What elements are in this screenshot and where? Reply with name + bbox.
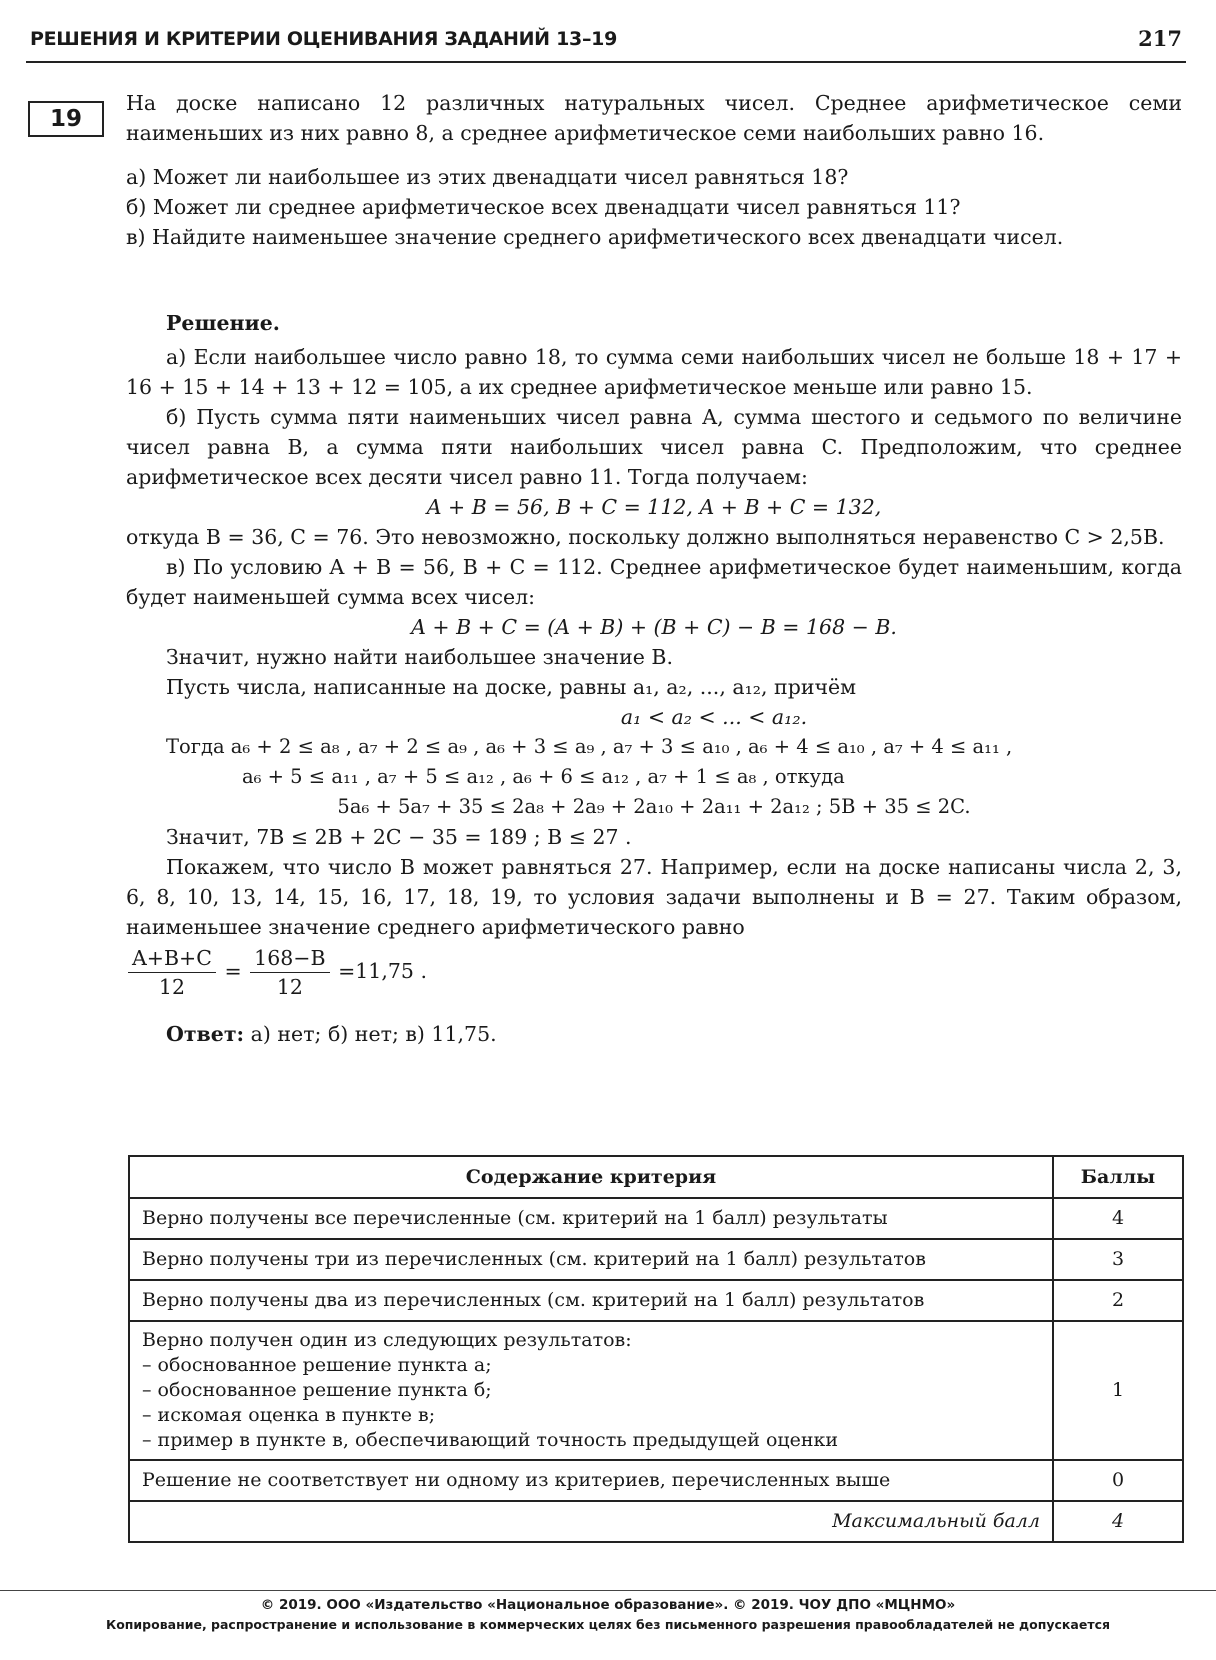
criteria-points: 1 [1053,1321,1183,1460]
criteria-row [129,1198,1183,1239]
criteria-text: Верно получены все перечисленные (см. критерий на 1 балл) результаты [129,1198,1053,1239]
criteria-row [129,1460,1183,1501]
solution-line-c1: Значит, нужно найти наибольшее значение B. [166,645,673,669]
footer-copyright: © 2019. ООО «Издательство «Национальное образование». © 2019. ЧОУ ДПО «МЦНМО» [260,1597,956,1613]
fraction-equals: = [224,959,242,983]
criteria-text: Решение не соответствует ни одному из критериев, перечисленных выше [129,1460,1053,1501]
inequalities-2: a₆ + 5 ≤ a₁₁ , a₇ + 5 ≤ a₁₂ , a₆ + 6 ≤ a₁₂ , a₇ + 1 ≤ a₈ , откуда [242,765,845,788]
solution-line-c3: Значит, 7B ≤ 2B + 2C − 35 = 189 ; B ≤ 27 . [166,825,632,849]
footer-rule [0,1590,1216,1591]
solution-block [126,308,1182,1049]
fraction-2-denominator: 12 [276,975,303,999]
max-score-value: 4 [1053,1501,1183,1542]
task-statement-block [126,88,1182,252]
criteria-text-multi [129,1321,1053,1460]
solution-part-c: в) По условию A + B = 56, B + C = 112. Среднее арифметическое будет наименьшим, когда будет наименьшей сумма всех чисел: [126,555,1182,609]
criteria-text: Верно получен один из следующих результатов: [142,1329,632,1351]
page-number: 217 [1138,26,1182,51]
answer-label: Ответ: [166,1022,245,1046]
criteria-points: 0 [1053,1460,1183,1501]
criteria-row [129,1280,1183,1321]
equation-order: a₁ < a₂ < ... < a₁₂. [620,705,808,729]
criteria-text: Верно получены три из перечисленных (см. критерий на 1 балл) результатов [129,1239,1053,1280]
criteria-col-points: Баллы [1053,1156,1183,1198]
answer-text: а) нет; б) нет; в) 11,75. [250,1022,497,1046]
question-b: б) Может ли среднее арифметическое всех двенадцати чисел равняться 11? [126,195,961,219]
criteria-list-item: – пример в пункте в, обеспечивающий точность предыдущей оценки [142,1429,839,1451]
question-a: а) Может ли наибольшее из этих двенадцати чисел равняться 18? [126,165,849,189]
solution-heading: Решение. [166,311,280,335]
solution-example: Покажем, что число B может равняться 27. Например, если на доске написаны числа 2, 3, 6, 8, 10, 13, 14, 15, 16, 17, 18, 19, то условия задачи выполнены и B = 27. Таким образом, наименьшее значение среднего арифметического равно [126,855,1182,939]
header-rule [26,61,1186,63]
fraction-2-numerator: 168−B [250,944,329,973]
fraction-result: =11,75 . [338,959,427,983]
equation-c: A + B + C = (A + B) + (B + C) − B = 168 − B. [411,615,897,639]
equation-b: A + B = 56, B + C = 112, A + B + C = 132, [426,495,882,519]
answer-line [126,1019,1182,1049]
solution-line-c2: Пусть числа, написанные на доске, равны a₁, a₂, ..., a₁₂, причём [166,675,857,699]
fraction-1-numerator: A+B+C [128,944,216,973]
task-statement: На доске написано 12 различных натуральных чисел. Среднее арифметическое семи наименьших из них равно 8, а среднее арифметическое семи наибольших равно 16. [126,91,1182,145]
question-c: в) Найдите наименьшее значение среднего арифметического всех двенадцати чисел. [126,225,1064,249]
criteria-header-row [129,1156,1183,1198]
fraction-1 [128,944,216,1001]
fraction-1-denominator: 12 [158,975,185,999]
criteria-row [129,1321,1183,1460]
criteria-points: 2 [1053,1280,1183,1321]
criteria-col-content: Содержание критерия [129,1156,1053,1198]
criteria-list-item: – обоснованное решение пункта б; [142,1379,492,1401]
section-title: РЕШЕНИЯ И КРИТЕРИИ ОЦЕНИВАНИЯ ЗАДАНИЙ 13–19 [30,28,617,50]
solution-after-b: откуда B = 36, C = 76. Это невозможно, поскольку должно выполняться неравенство C > 2,5B. [126,525,1165,549]
solution-part-b: б) Пусть сумма пяти наименьших чисел равна A, сумма шестого и седьмого по величине чисел равна B, а сумма пяти наибольших чисел равна C. Предположим, что среднее арифметическое всех десяти чисел равно 11. Тогда получаем: [126,405,1182,489]
inequalities-3: 5a₆ + 5a₇ + 35 ≤ 2a₈ + 2a₉ + 2a₁₀ + 2a₁₁ + 2a₁₂ ; 5B + 35 ≤ 2C. [337,795,971,818]
footer-notice: Копирование, распространение и использование в коммерческих целях без письменного разрешения правообладателей не допускается [105,1617,1111,1632]
fraction-2 [250,944,329,1001]
criteria-points: 3 [1053,1239,1183,1280]
solution-part-a: а) Если наибольшее число равно 18, то сумма семи наибольших чисел не больше 18 + 17 + 16 + 15 + 14 + 13 + 12 = 105, а их среднее арифметическое меньше или равно 15. [126,345,1182,399]
criteria-row [129,1239,1183,1280]
criteria-text: Верно получены два из перечисленных (см. критерий на 1 балл) результатов [129,1280,1053,1321]
final-fraction [126,944,1182,1001]
criteria-table [128,1155,1184,1543]
task-number-box: 19 [28,101,104,137]
criteria-list-item: – искомая оценка в пункте в; [142,1404,436,1426]
criteria-list-item: – обоснованное решение пункта а; [142,1354,492,1376]
max-score-label: Максимальный балл [129,1501,1053,1542]
criteria-max-row [129,1501,1183,1542]
criteria-points: 4 [1053,1198,1183,1239]
inequalities-1: Тогда a₆ + 2 ≤ a₈ , a₇ + 2 ≤ a₉ , a₆ + 3 ≤ a₉ , a₇ + 3 ≤ a₁₀ , a₆ + 4 ≤ a₁₀ , a₇ + 4 ≤ a₁₁ , [166,735,1013,758]
